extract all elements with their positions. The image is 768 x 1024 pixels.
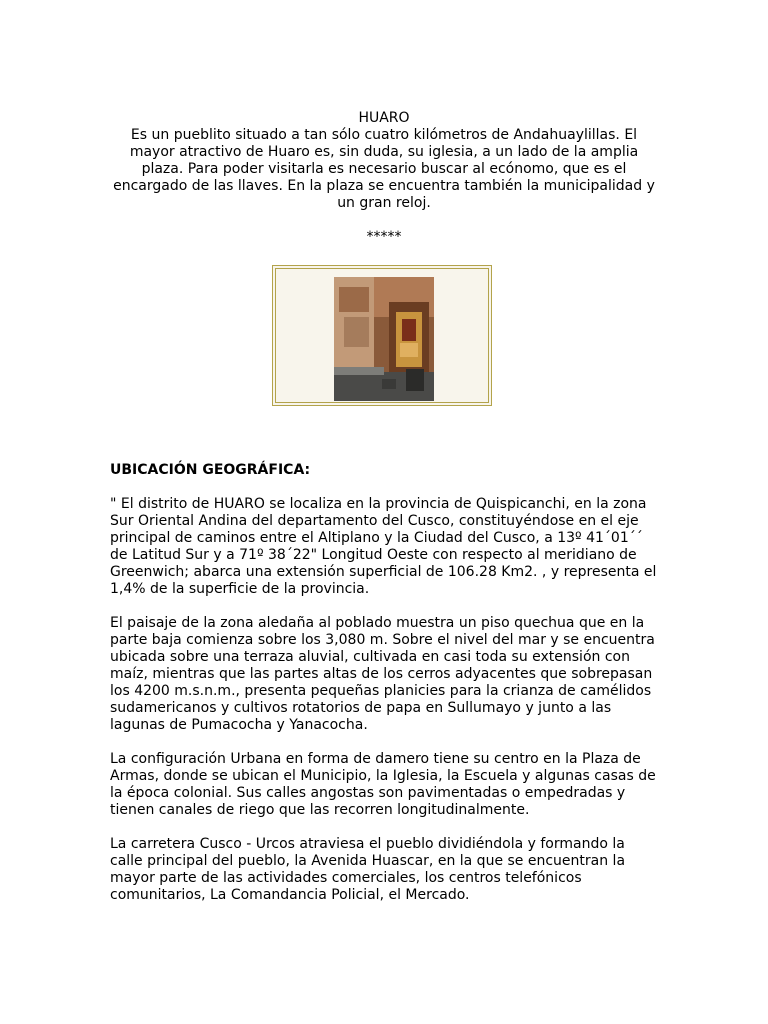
intro-paragraph: Es un pueblito situado a tan sólo cuatro kilómetros de Andahuaylillas. El mayor atractivo de Huaro es, sin duda, su iglesia, a un lado de la amplia plaza. Para poder visitarla es necesario buscar al ecónomo, que es el encargado de las llaves. En la plaza se encuentra también la municipalidad y un gran reloj. (113, 127, 655, 211)
church-interior-photo (334, 277, 434, 401)
page-title: HUARO (358, 110, 410, 126)
paragraph-urban: La configuración Urbana en forma de damero tiene su centro en la Plaza de Armas, donde se ubican el Municipio, la Iglesia, la Escuela y algunas casas de la época colonial. Sus calles angostas son pavimentadas o empedradas y tienen canales de riego que las recorren longitudinalmente. (110, 751, 656, 818)
intro-block (110, 110, 658, 246)
section-heading: UBICACIÓN GEOGRÁFICA: (110, 462, 311, 478)
main-content (110, 462, 658, 921)
paragraph-road: La carretera Cusco - Urcos atraviesa el pueblo dividiéndola y formando la calle principal del pueblo, la Avenida Huascar, en la que se encuentran la mayor parte de las actividades comerciales, los centros telefónicos comunitarios, La Comandancia Policial, el Mercado. (110, 836, 626, 903)
separator: ***** (366, 229, 402, 245)
church-photo-frame (272, 265, 492, 406)
paragraph-landscape: El paisaje de la zona aledaña al poblado muestra un piso quechua que en la parte baja comienza sobre los 3,080 m. Sobre el nivel del mar y se encuentra ubicada sobre una terraza aluvial, cultivada en casi toda su extensión con maíz, mientras que las partes altas de los cerros adyacentes que sobrepasan los 4200 m.s.n.m., presenta pequeñas planicies para la crianza de camélidos sudamericanos y cultivos rotatorios de papa en Sullumayo y junto a las lagunas de Pumacocha y Yanacocha. (110, 615, 655, 733)
paragraph-location: " El distrito de HUARO se localiza en la provincia de Quispicanchi, en la zona Sur Oriental Andina del departamento del Cusco, constituyéndose en el eje principal de caminos entre el Altiplano y la Ciudad del Cusco, a 13º 41´01´´ de Latitud Sur y a 71º 38´22" Longitud Oeste con respecto al meridiano de Greenwich; abarca una extensión superficial de 106.28 Km2. , y representa el 1,4% de la superficie de la provincia. (110, 496, 657, 597)
